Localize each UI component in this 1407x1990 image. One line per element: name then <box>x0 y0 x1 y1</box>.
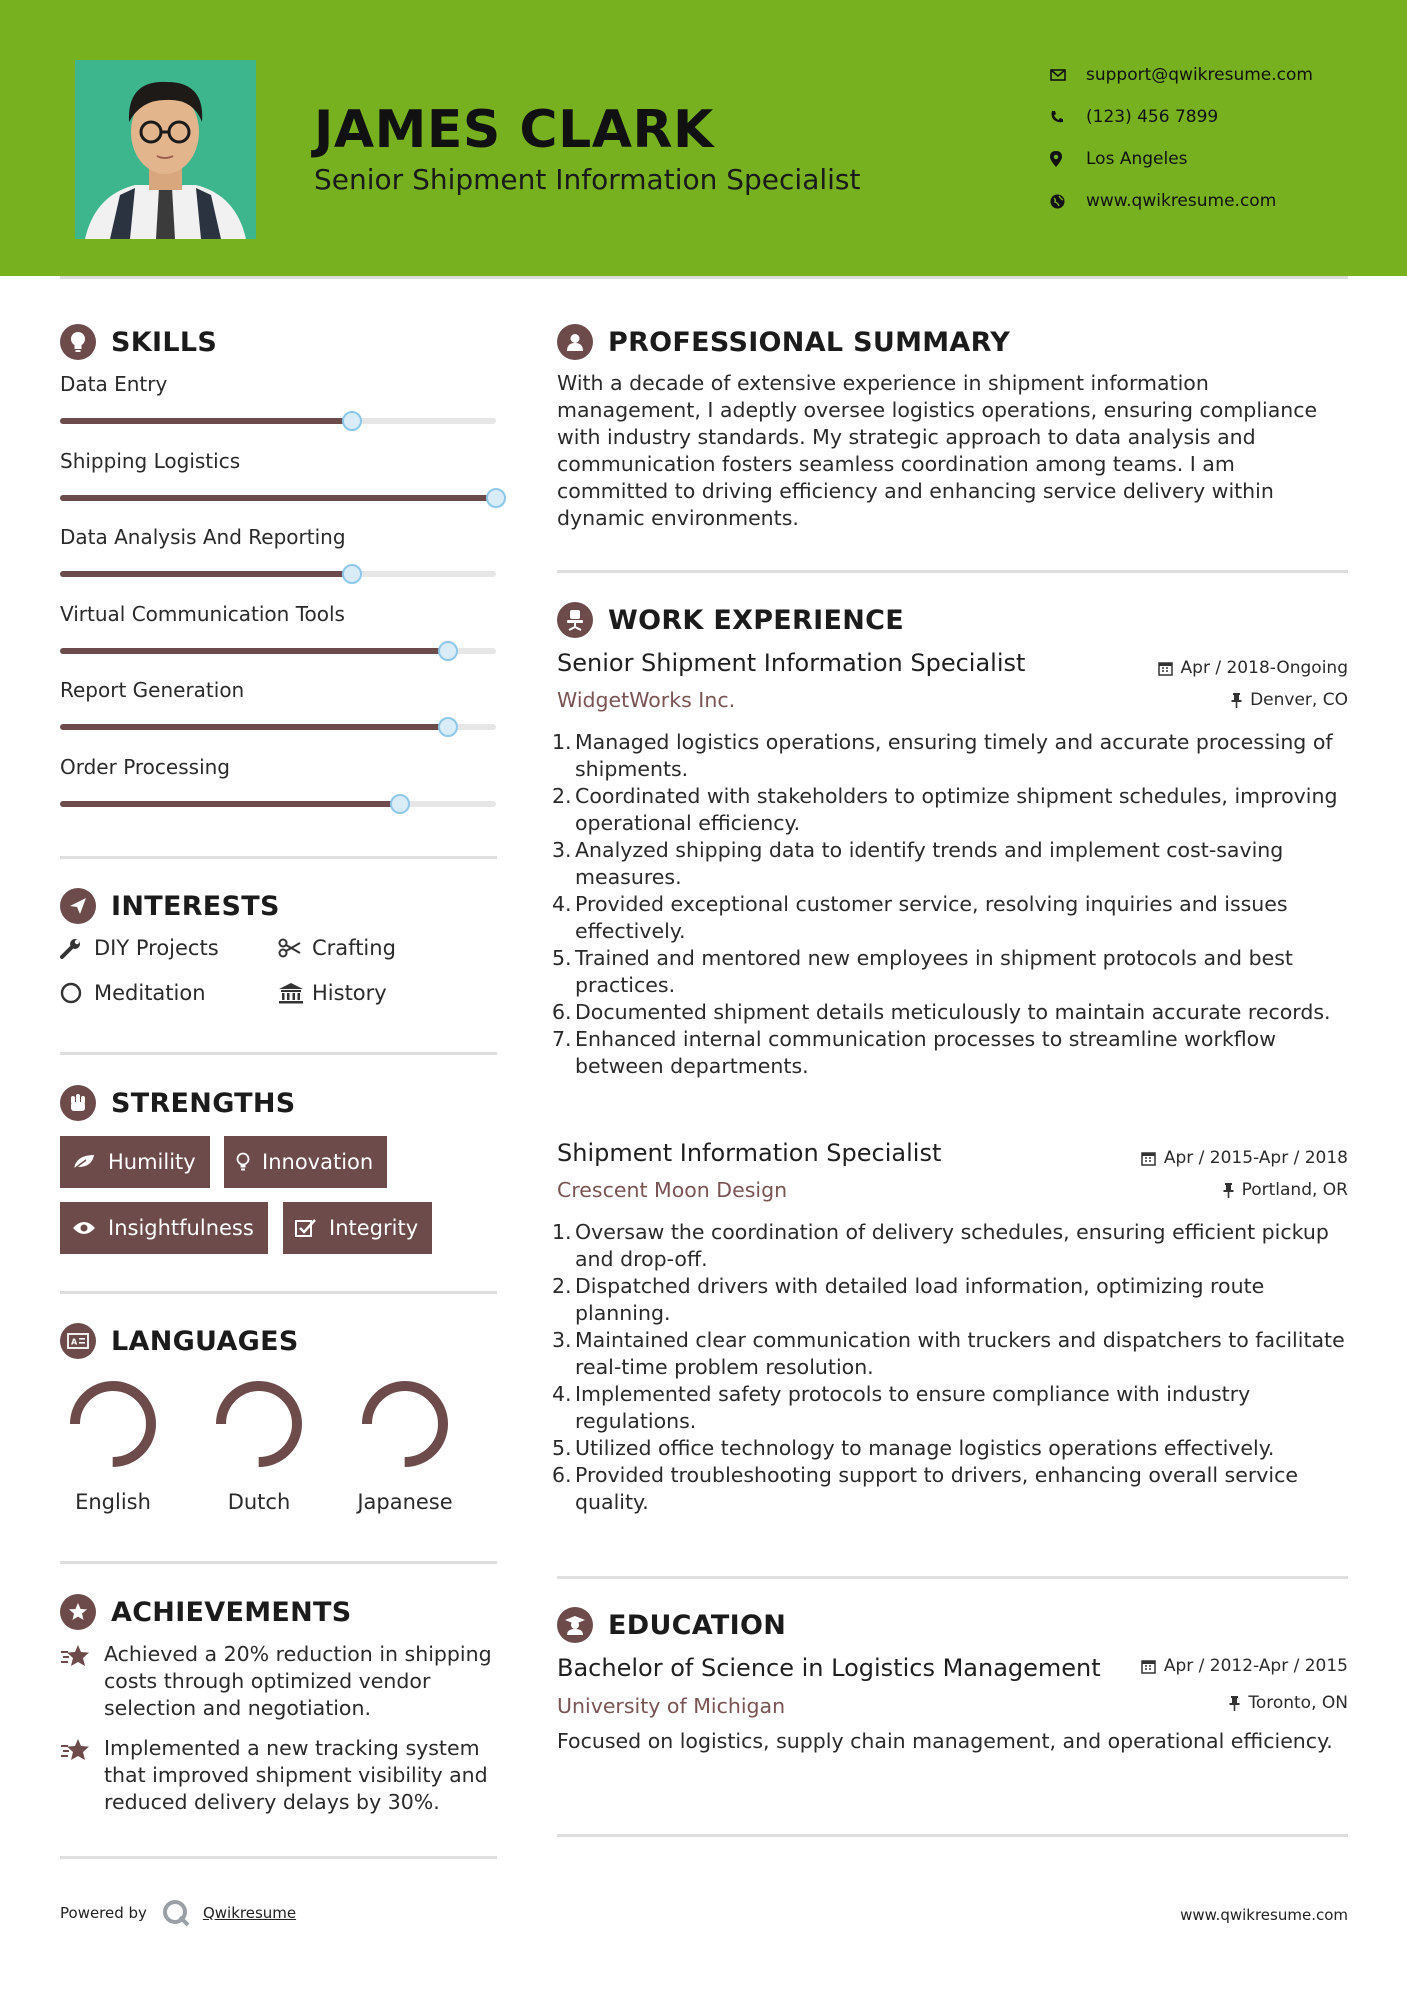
eye-icon <box>72 1220 108 1236</box>
skill-bar-handle <box>342 411 362 431</box>
achievement-item: Achieved a 20% reduction in shipping costs through optimized vendor selection and negotiation. <box>60 1641 500 1722</box>
skill-item <box>60 678 496 730</box>
lightbulb-icon <box>236 1152 262 1172</box>
job-location: Portland, OR <box>1223 1180 1348 1200</box>
language-item <box>48 1376 178 1514</box>
language-label: Dutch <box>227 1490 291 1514</box>
interest-item: Crafting <box>278 936 396 960</box>
star-icon <box>60 1641 104 1722</box>
scissors-icon <box>278 938 312 958</box>
skill-label: Report Generation <box>60 678 245 702</box>
skill-label: Virtual Communication Tools <box>60 601 345 626</box>
contact-website[interactable]: www.qwikresume.com <box>1050 180 1313 222</box>
responsibility-item: 2. Coordinated with stakeholders to optimize shipment schedules, improving operational efficiency. <box>552 784 1338 835</box>
school-name: University of Michigan <box>557 1694 786 1718</box>
section-divider <box>60 1291 497 1294</box>
skill-bar <box>60 418 496 424</box>
skill-bar-fill <box>60 801 400 807</box>
responsibility-item: 2. Dispatched drivers with detailed load information, optimizing route planning. <box>552 1274 1265 1325</box>
skill-bar <box>60 801 496 807</box>
skill-item <box>60 755 496 807</box>
language-level-ring <box>65 1376 161 1472</box>
star-badge-icon <box>60 1594 96 1630</box>
pushpin-icon <box>1231 693 1242 708</box>
language-level-ring <box>357 1376 453 1472</box>
leaf-icon <box>72 1153 108 1171</box>
skill-label: Data Analysis And Reporting <box>60 525 346 549</box>
contact-location: Los Angeles <box>1050 138 1313 180</box>
achievement-item: Implemented a new tracking system that improved shipment visibility and reduced delivery delays by 30%. <box>60 1735 500 1816</box>
header-divider <box>60 276 1348 279</box>
phone-icon <box>1050 107 1086 127</box>
qwikresume-link[interactable]: Qwikresume <box>202 1904 297 1922</box>
profile-photo <box>75 60 256 239</box>
strength-badge: Humility <box>60 1136 210 1188</box>
interest-item: Meditation <box>60 981 206 1005</box>
skill-bar-fill <box>60 495 496 501</box>
skill-bar-fill <box>60 724 448 730</box>
candidate-name: JAMES CLARK <box>314 100 714 160</box>
responsibility-item: 3. Analyzed shipping data to identify trends and implement cost-saving measures. <box>552 838 1284 889</box>
education-location: Toronto, ON <box>1229 1693 1348 1713</box>
skill-label: Order Processing <box>60 754 230 779</box>
section-divider <box>60 856 497 859</box>
section-divider <box>60 1052 497 1055</box>
section-divider <box>60 1856 497 1859</box>
job-responsibilities <box>552 1219 1347 1516</box>
interest-item: DIY Projects <box>60 936 219 960</box>
education-heading: EDUCATION <box>557 1607 786 1643</box>
company-name: Crescent Moon Design <box>557 1178 788 1202</box>
strength-badge: Insightfulness <box>60 1202 268 1254</box>
skill-label: Data Entry <box>60 372 168 396</box>
language-label: Japanese <box>357 1490 453 1514</box>
strength-badge: Integrity <box>283 1202 432 1254</box>
responsibility-item: 3. Maintained clear communication with truckers and dispatchers to facilitate real-time problem resolution. <box>552 1328 1345 1379</box>
responsibility-item: 4. Implemented safety protocols to ensure compliance with industry regulations. <box>552 1382 1251 1433</box>
languages-heading: A LANGUAGES <box>60 1323 299 1359</box>
language-item <box>340 1376 470 1514</box>
language-level-arc <box>75 1386 151 1462</box>
strengths-heading: STRENGTHS <box>60 1085 296 1121</box>
calendar-icon <box>1158 661 1173 676</box>
museum-icon <box>278 982 312 1004</box>
pushpin-icon <box>1223 1183 1234 1198</box>
lightbulb-icon <box>60 324 96 360</box>
paper-plane-icon <box>60 888 96 924</box>
job-dates: Apr / 2015-Apr / 2018 <box>1141 1148 1348 1168</box>
skill-bar-handle <box>390 794 410 814</box>
globe-icon <box>1050 191 1086 211</box>
responsibility-item: 6. Documented shipment details meticulously to maintain accurate records. <box>552 1000 1331 1024</box>
language-level-ring <box>211 1376 307 1472</box>
responsibility-item: 7. Enhanced internal communication processes to streamline workflow between departments. <box>552 1027 1276 1078</box>
skill-bar-fill <box>60 571 352 577</box>
responsibility-item: 5. Trained and mentored new employees in shipment protocols and best practices. <box>552 946 1293 997</box>
responsibility-item: 4. Provided exceptional customer service, resolving inquiries and issues effectively. <box>552 892 1288 943</box>
interests-heading: INTERESTS <box>60 888 280 924</box>
id-card-icon <box>60 1323 96 1359</box>
contact-info <box>1050 54 1313 222</box>
fist-icon <box>60 1085 96 1121</box>
calendar-icon <box>1141 1659 1156 1674</box>
section-divider <box>557 570 1348 573</box>
header-banner <box>0 0 1407 276</box>
skill-bar-handle <box>438 717 458 737</box>
section-divider <box>557 1576 1348 1579</box>
contact-phone[interactable]: (123) 456 7899 <box>1050 96 1313 138</box>
language-item <box>194 1376 324 1514</box>
job-responsibilities <box>552 729 1347 1080</box>
education-description: Focused on logistics, supply chain management, and operational efficiency. <box>557 1729 1333 1753</box>
responsibility-item: 5. Utilized office technology to manage logistics operations effectively. <box>552 1436 1275 1460</box>
job-location: Denver, CO <box>1231 690 1348 710</box>
responsibility-item: 1. Managed logistics operations, ensuring timely and accurate processing of shipments. <box>552 730 1333 781</box>
pushpin-icon <box>1229 1696 1240 1711</box>
job-title: Shipment Information Specialist <box>557 1139 942 1167</box>
footer-website[interactable]: www.qwikresume.com <box>1180 1906 1348 1924</box>
skill-item <box>60 602 496 654</box>
summary-heading: PROFESSIONAL SUMMARY <box>557 324 1010 360</box>
skill-bar-fill <box>60 648 448 654</box>
contact-email[interactable]: support@qwikresume.com <box>1050 54 1313 96</box>
user-icon <box>557 324 593 360</box>
language-level-arc <box>221 1386 297 1462</box>
graduate-icon <box>557 1607 593 1643</box>
office-chair-icon <box>557 602 593 638</box>
language-level-arc <box>367 1386 443 1462</box>
skill-item <box>60 372 496 424</box>
summary-text: With a decade of extensive experience in shipment information management, I adeptly oversee logistics operations, ensuring compliance with industry standards. My strategic approach to data analysis and communication fosters seamless coordination among teams. I am committed to driving efficiency and enhancing service delivery within dynamic environments. <box>557 371 1318 530</box>
skill-item <box>60 449 496 501</box>
wrench-icon <box>60 937 94 959</box>
candidate-title: Senior Shipment Information Specialist <box>314 163 861 196</box>
skill-bar <box>60 495 496 501</box>
map-pin-icon <box>1050 149 1086 169</box>
education-dates: Apr / 2012-Apr / 2015 <box>1141 1656 1348 1676</box>
work-heading: WORK EXPERIENCE <box>557 602 904 638</box>
strength-badge: Innovation <box>224 1136 387 1188</box>
skill-bar-handle <box>342 564 362 584</box>
skills-heading: SKILLS <box>60 324 217 360</box>
skill-bar-handle <box>438 641 458 661</box>
company-name: WidgetWorks Inc. <box>557 688 736 712</box>
svg-text:A: A <box>71 1337 78 1347</box>
job-dates: Apr / 2018-Ongoing <box>1158 658 1348 678</box>
star-icon <box>60 1735 104 1816</box>
check-square-icon <box>295 1218 329 1238</box>
skill-bar <box>60 724 496 730</box>
qwikresume-logo-icon <box>161 1898 191 1928</box>
skill-bar <box>60 571 496 577</box>
section-divider <box>557 1834 1348 1837</box>
circle-icon <box>60 982 94 1004</box>
skill-bar <box>60 648 496 654</box>
envelope-icon <box>1050 65 1086 85</box>
calendar-icon <box>1141 1151 1156 1166</box>
section-divider <box>60 1561 497 1564</box>
footer-powered-by: Powered by Qwikresume <box>60 1898 296 1928</box>
degree-title: Bachelor of Science in Logistics Management <box>557 1654 1101 1682</box>
skill-bar-handle <box>486 488 506 508</box>
skill-bar-fill <box>60 418 352 424</box>
responsibility-item: 6. Provided troubleshooting support to drivers, enhancing overall service quality. <box>552 1463 1298 1514</box>
achievements-heading: ACHIEVEMENTS <box>60 1594 352 1630</box>
skill-label: Shipping Logistics <box>60 448 241 473</box>
language-label: English <box>75 1490 151 1514</box>
interest-item: History <box>278 981 387 1005</box>
job-title: Senior Shipment Information Specialist <box>557 649 1026 677</box>
responsibility-item: 1. Oversaw the coordination of delivery schedules, ensuring efficient pickup and drop-off. <box>552 1220 1329 1271</box>
skill-item <box>60 525 496 577</box>
